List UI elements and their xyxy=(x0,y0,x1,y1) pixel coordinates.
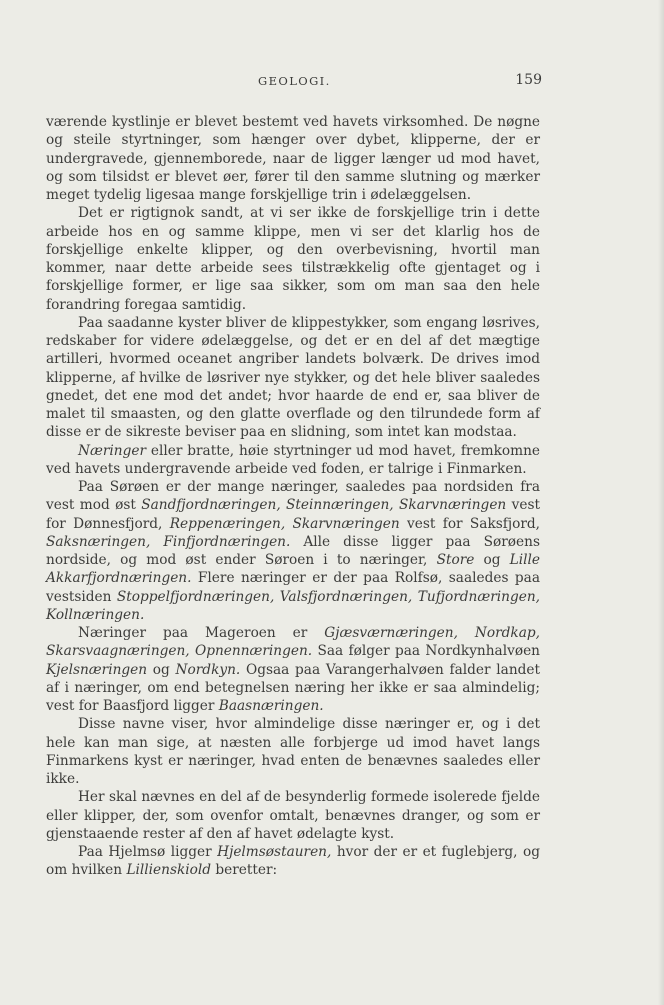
page-header xyxy=(46,74,542,94)
text-run: og xyxy=(474,552,510,568)
italic-term: Lille Akkarfjordnæringen. xyxy=(46,552,540,587)
page-number: 159 xyxy=(515,72,542,88)
text-run: Næringer paa Mageroen er xyxy=(78,625,325,641)
paragraph xyxy=(46,715,540,788)
italic-term: Hjelmsøstauren, xyxy=(217,844,332,860)
text-run: hvor der er et fuglebjerg, og om hvilken xyxy=(46,844,540,879)
paragraph xyxy=(46,113,540,204)
paragraph xyxy=(46,624,540,715)
running-head: GEOLOGI. xyxy=(258,74,331,88)
italic-term: Saksnæringen, Finfjordnæringen. xyxy=(46,533,291,550)
text-run: Her skal nævnes en del af de besynderlig formede isolerede fjelde eller klipper, der, som ovenfor omtalt, benævnes dranger, og som er gjenstaaende rester af den af havet ødelagte kyst. xyxy=(46,789,540,842)
text-run: vest for Saksfjord, xyxy=(399,515,540,532)
text-run: Disse navne viser, hvor almindelige disse næringer er, og i det hele kan man sige, at næsten alle forbjerge ud imod havet langs Finmarkens kyst er næringer, hvad enten de benævnes saaledes eller ikke. xyxy=(46,716,540,787)
text-run: Paa Hjelmsø ligger xyxy=(78,844,218,860)
text-run: og xyxy=(147,661,176,678)
text-run: Paa Sørøen er der mange næringer, saaledes paa nordsiden fra vest mod øst xyxy=(46,479,540,514)
italic-term: Stoppelfjordnæringen, Valsfjordnæringen, Tufjordnæringen, Kollnæringen. xyxy=(46,588,540,623)
page-edge xyxy=(658,0,664,1005)
italic-term: Lillienskiold xyxy=(126,862,212,879)
text-run: værende kystlinje er blevet bestemt ved havets virksomhed. De nøgne og steile styrtninger, som hænger over dybet, klipperne, der er undergravede, gjennemborede, naar de ligger længer ud mod havet, og som tilsidst er blevet øer, fører til den samme slutning og mærker meget tydelig ligesaa mange forskjellige trin i ødelæggelsen. xyxy=(46,114,540,203)
text-run: Saa følger paa Nordkynhalvøen xyxy=(312,643,540,660)
text-run: beretter: xyxy=(211,862,278,879)
text-run: Paa saadanne kyster bliver de klippestykker, som engang løsrives, redskaber for videre ødelæggelse, og det er en del af det mægtige artilleri, hvormed oceanet angriber landets bolværk. De drives imod klipperne, af hvilke de løsriver nye stykker, og det hele bliver saaledes gnedet, det ene mod det andet; hvor haarde de end er, saa bliver de malet til smaasten, og den glatte overflade og den tilrundede form af disse er de sikreste beviser paa en slidning, som intet kan modstaa. xyxy=(46,314,540,441)
paragraph xyxy=(46,442,540,479)
text-run: Det er rigtignok sandt, at vi ser ikke de forskjellige trin i dette arbeide hos en og samme klippe, men vi ser det klarlig hos de forskjellige enkelte klipper, og den overbevisning, hvortil man kommer, naar dette arbeide sees tilstrækkelig ofte gjentaget og i forskjellige former, er lige saa sikker, som om man saa den hele forandring foregaa samtidig. xyxy=(46,205,540,313)
italic-term: Reppenæringen, Skarvnæringen xyxy=(169,515,400,532)
paragraph xyxy=(46,843,540,880)
paragraph xyxy=(46,204,540,314)
paragraph xyxy=(46,478,540,624)
italic-term: Store xyxy=(436,552,475,568)
text-run: Ogsaa paa Varangerhalvøen falder landet af i næringer, om end betegnelsen næring her ikke er saa almindelig; vest for Baasfjord ligger xyxy=(46,661,540,714)
italic-term: Gjæsværnæringen, Nordkap, Skarsvaagnæringen, Opnennæringen. xyxy=(46,625,540,660)
italic-term: Baasnæringen. xyxy=(218,698,324,714)
text-run: Alle disse ligger paa Sørøens nordside, og mod øst ender Søroen i to næringer, xyxy=(46,533,540,568)
italic-term: Næringer xyxy=(78,442,146,459)
paragraph xyxy=(46,314,540,442)
body-text xyxy=(46,113,540,880)
italic-term: Sandfjordnæringen, Steinnæringen, Skarvnæringen xyxy=(141,497,507,514)
text-run: eller bratte, høie styrtninger ud mod havet, fremkomne ved havets undergravende arbeide ved foden, er talrige i Finmarken. xyxy=(46,442,540,477)
text-run: Flere næringer er der paa Rolfsø, saaledes paa vestsiden xyxy=(46,570,540,605)
italic-term: Nordkyn. xyxy=(175,661,241,678)
paragraph xyxy=(46,788,540,843)
text-run: vest for Dønnesfjord, xyxy=(46,497,540,532)
italic-term: Kjelsnæringen xyxy=(46,661,148,678)
